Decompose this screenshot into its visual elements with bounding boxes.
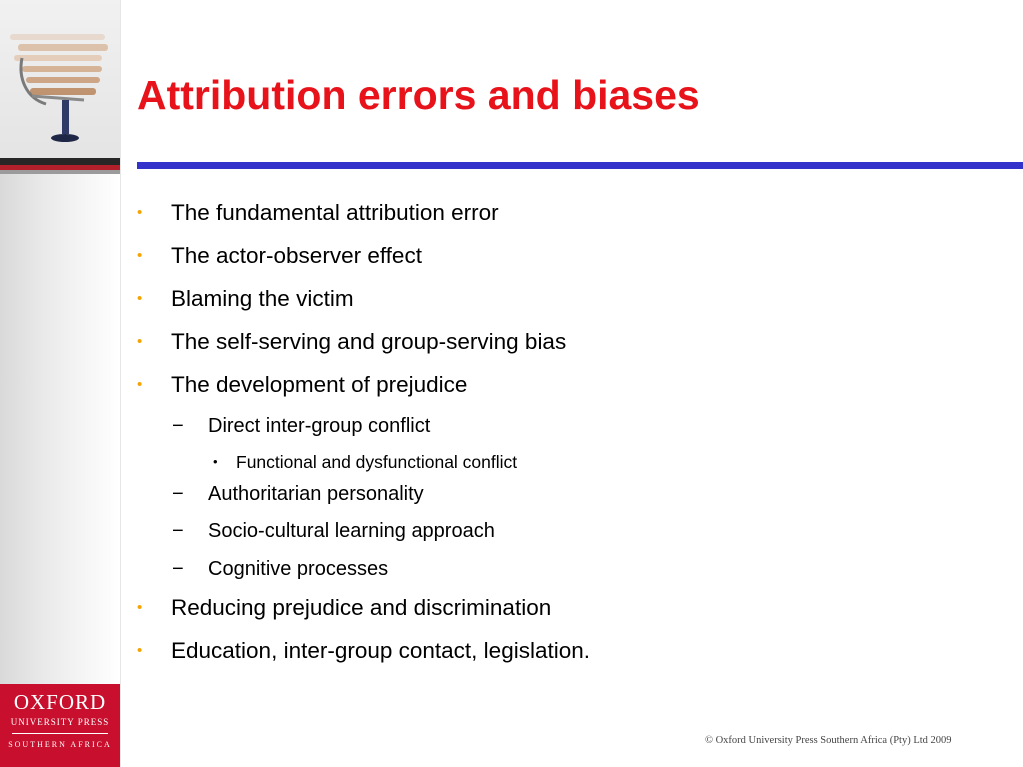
bullet-item: Education, inter-group contact, legislation. [171,638,590,663]
sub-sub-bullet-item: Functional and dysfunctional conflict [236,452,518,472]
bullet-marker: • [137,247,143,264]
bullet-marker: • [137,204,143,221]
sub-bullet-item: Direct inter-group conflict [208,415,431,437]
bullet-item: The self-serving and group-serving bias [171,329,567,354]
sub-bullet-marker: − [172,483,184,505]
bullet-item: The fundamental attribution error [171,200,499,225]
bullet-item: Reducing prejudice and discrimination [171,595,552,620]
copyright-notice: © Oxford University Press Southern Africa (Pty) Ltd 2009 [705,735,952,746]
sub-bullet-item: Socio-cultural learning approach [208,520,495,542]
sub-sub-bullet-marker: • [213,454,218,469]
sub-bullet-marker: − [172,415,184,437]
sub-bullet-marker: − [172,558,184,580]
slide-title: Attribution errors and biases [137,72,700,118]
logo-southern-africa: SOUTHERN AFRICA [8,740,112,749]
bullet-item: The development of prejudice [171,372,468,397]
bullet-marker: • [137,599,143,616]
bullet-item: The actor-observer effect [171,243,422,268]
bullet-item: Blaming the victim [171,286,354,311]
bullet-marker: • [137,333,143,350]
sub-bullet-marker: − [172,520,184,542]
logo-university-press: UNIVERSITY PRESS [10,717,110,727]
bullet-marker: • [137,290,143,307]
logo-oxford: OXFORD [13,690,107,714]
bullet-marker: • [137,376,143,393]
bullet-marker: • [137,642,143,659]
sub-bullet-item: Cognitive processes [208,558,389,580]
sub-bullet-item: Authoritarian personality [208,483,424,505]
